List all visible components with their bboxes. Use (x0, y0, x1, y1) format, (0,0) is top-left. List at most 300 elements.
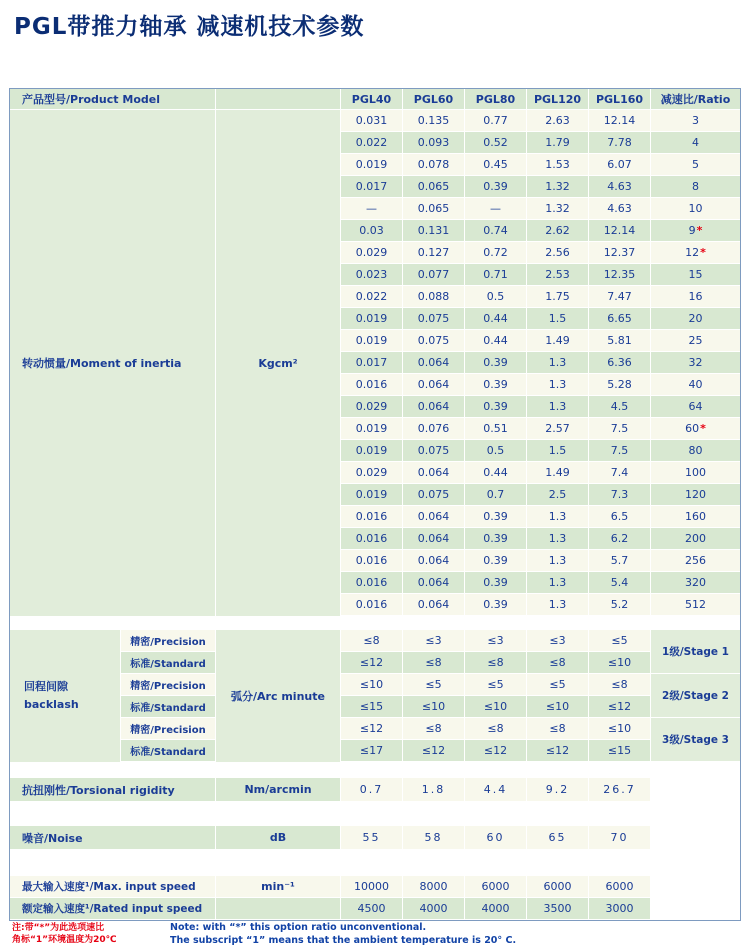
inertia-value: 1.3 (527, 396, 589, 417)
inertia-value: 0.064 (403, 462, 465, 483)
inertia-value: 0.131 (403, 220, 465, 241)
inertia-value: 0.7 (465, 484, 527, 505)
backlash-value: ≤12 (589, 696, 651, 717)
inertia-value: 5.7 (589, 550, 651, 571)
backlash-value: ≤8 (465, 718, 527, 739)
inertia-value: 0.022 (341, 132, 403, 153)
inertia-row (341, 198, 740, 220)
max-input-speed-value: 10000 (341, 876, 403, 897)
backlash-value: ≤8 (341, 630, 403, 651)
inertia-value: 0.03 (341, 220, 403, 241)
inertia-row (341, 176, 740, 198)
inertia-value: 12.37 (589, 242, 651, 263)
inertia-ratio (651, 154, 740, 175)
inertia-value: 2.53 (527, 264, 589, 285)
footer-notes (12, 922, 516, 948)
inertia-value: 1.79 (527, 132, 589, 153)
header-model: PGL80 (465, 89, 527, 109)
inertia-value: 6.5 (589, 506, 651, 527)
inertia-value: 2.56 (527, 242, 589, 263)
backlash-stage-column (651, 630, 740, 762)
inertia-ratio (651, 286, 740, 307)
ratio-number: 512 (685, 598, 706, 611)
header-ratio: 减速比/Ratio (651, 89, 740, 109)
max-input-speed-value: 8000 (403, 876, 465, 897)
spec-table (9, 88, 741, 921)
backlash-grade-label: 标准/Standard (121, 652, 216, 674)
inertia-row (341, 440, 740, 462)
inertia-value: 0.019 (341, 308, 403, 329)
inertia-value: 0.135 (403, 110, 465, 131)
inertia-value: 7.47 (589, 286, 651, 307)
inertia-value: 1.3 (527, 528, 589, 549)
noise-value: 55 (341, 826, 403, 849)
backlash-value: ≤3 (465, 630, 527, 651)
unconventional-star-marker: * (696, 224, 703, 237)
inertia-value: 1.49 (527, 462, 589, 483)
inertia-row (341, 396, 740, 418)
inertia-value: 0.017 (341, 176, 403, 197)
note-chinese-line1: 注:带“*”为此选项速比 (12, 923, 105, 933)
rigidity-value: 0.7 (341, 778, 403, 801)
rated-input-speed-ratio-empty (651, 898, 740, 919)
inertia-value: 1.3 (527, 352, 589, 373)
inertia-value: — (341, 198, 403, 219)
inertia-value: 0.065 (403, 198, 465, 219)
inertia-value: 0.39 (465, 352, 527, 373)
backlash-value: ≤10 (589, 652, 651, 673)
backlash-stage-label: 3级/Stage 3 (651, 718, 740, 762)
inertia-row (341, 484, 740, 506)
page-title: PGL带推力轴承 减速机技术参数 (14, 14, 365, 40)
rigidity-value: 9.2 (527, 778, 589, 801)
header-unit-empty (216, 89, 341, 109)
rigidity-values (341, 778, 651, 801)
inertia-ratio (651, 176, 740, 197)
inertia-value: 7.4 (589, 462, 651, 483)
backlash-grade-label: 精密/Precision (121, 718, 216, 740)
note-english (170, 922, 516, 948)
inertia-value: 0.031 (341, 110, 403, 131)
backlash-stage-label: 2级/Stage 2 (651, 674, 740, 718)
backlash-value: ≤8 (527, 652, 589, 673)
ratio-number: 9 (688, 224, 696, 237)
backlash-label (10, 630, 121, 762)
inertia-value: 2.63 (527, 110, 589, 131)
inertia-row (341, 462, 740, 484)
inertia-ratio (651, 462, 740, 483)
inertia-value: 0.016 (341, 572, 403, 593)
ratio-number: 15 (688, 268, 703, 281)
ratio-number: 64 (688, 400, 703, 413)
inertia-value: 5.28 (589, 374, 651, 395)
inertia-value: 0.023 (341, 264, 403, 285)
inertia-value: 0.016 (341, 594, 403, 615)
inertia-value: 0.39 (465, 374, 527, 395)
ratio-number: 60 (685, 422, 700, 435)
ratio-number: 10 (688, 202, 703, 215)
backlash-value: ≤10 (589, 718, 651, 739)
noise-value: 60 (465, 826, 527, 849)
inertia-ratio (651, 418, 740, 439)
backlash-value: ≤15 (589, 740, 651, 761)
inertia-value: 0.065 (403, 176, 465, 197)
rated-input-speed-row (10, 898, 740, 920)
inertia-ratio (651, 352, 740, 373)
inertia-value: 1.3 (527, 572, 589, 593)
backlash-value: ≤8 (403, 718, 465, 739)
backlash-row (341, 718, 651, 740)
backlash-label-en: backlash (24, 698, 79, 711)
inertia-value: 0.029 (341, 396, 403, 417)
rigidity-ratio-empty (651, 778, 740, 801)
noise-label: 噪音/Noise (10, 826, 216, 849)
backlash-grade-label: 精密/Precision (121, 630, 216, 652)
ratio-number: 32 (688, 356, 703, 369)
inertia-row (341, 242, 740, 264)
inertia-row (341, 528, 740, 550)
inertia-value: 0.39 (465, 506, 527, 527)
inertia-value: 0.019 (341, 330, 403, 351)
backlash-row (341, 674, 651, 696)
rated-input-speed-value: 3500 (527, 898, 589, 919)
inertia-value: 0.44 (465, 330, 527, 351)
inertia-value: 0.39 (465, 550, 527, 571)
rated-input-speed-values (341, 898, 651, 919)
inertia-value: 7.5 (589, 440, 651, 461)
inertia-value: 1.53 (527, 154, 589, 175)
backlash-section (10, 630, 740, 762)
inertia-value: 5.4 (589, 572, 651, 593)
section-gap (10, 802, 740, 826)
inertia-value: 5.81 (589, 330, 651, 351)
inertia-value: 6.2 (589, 528, 651, 549)
inertia-value: — (465, 198, 527, 219)
backlash-value: ≤12 (465, 740, 527, 761)
note-chinese (12, 922, 164, 946)
inertia-value: 2.57 (527, 418, 589, 439)
noise-values (341, 826, 651, 849)
rated-input-speed-value: 4500 (341, 898, 403, 919)
section-gap (10, 850, 740, 876)
inertia-ratio (651, 528, 740, 549)
inertia-value: 0.39 (465, 594, 527, 615)
note-english-line2: The subscript “1” means that the ambient temperature is 20° C. (170, 934, 517, 946)
inertia-value: 1.3 (527, 506, 589, 527)
backlash-value: ≤8 (527, 718, 589, 739)
inertia-value: 0.088 (403, 286, 465, 307)
inertia-ratio (651, 440, 740, 461)
inertia-value: 0.51 (465, 418, 527, 439)
backlash-row (341, 630, 651, 652)
noise-ratio-empty (651, 826, 740, 849)
inertia-row (341, 374, 740, 396)
header-model: PGL120 (527, 89, 589, 109)
rigidity-unit: Nm/arcmin (216, 778, 341, 801)
backlash-grade-label: 标准/Standard (121, 740, 216, 762)
inertia-ratio (651, 242, 740, 263)
inertia-value: 6.65 (589, 308, 651, 329)
inertia-value: 5.2 (589, 594, 651, 615)
inertia-value: 12.35 (589, 264, 651, 285)
inertia-value: 4.63 (589, 176, 651, 197)
inertia-value: 0.5 (465, 286, 527, 307)
backlash-value: ≤5 (465, 674, 527, 695)
backlash-value: ≤12 (527, 740, 589, 761)
ratio-number: 40 (688, 378, 703, 391)
backlash-value: ≤12 (341, 718, 403, 739)
ratio-number: 4 (692, 136, 699, 149)
inertia-row (341, 330, 740, 352)
inertia-value: 1.49 (527, 330, 589, 351)
unconventional-star-marker: * (700, 246, 706, 259)
inertia-row (341, 264, 740, 286)
inertia-rows (341, 110, 740, 616)
backlash-rows (341, 630, 651, 762)
inertia-value: 0.74 (465, 220, 527, 241)
ratio-number: 20 (688, 312, 703, 325)
inertia-value: 7.5 (589, 418, 651, 439)
ratio-number: 256 (685, 554, 706, 567)
inertia-value: 1.75 (527, 286, 589, 307)
ratio-number: 16 (688, 290, 703, 303)
backlash-value: ≤5 (527, 674, 589, 695)
ratio-number: 5 (692, 158, 699, 171)
inertia-value: 0.39 (465, 528, 527, 549)
inertia-value: 0.075 (403, 484, 465, 505)
section-gap (10, 762, 740, 778)
inertia-row (341, 352, 740, 374)
rated-input-speed-label: 额定输入速度¹/Rated input speed (10, 898, 216, 919)
inertia-value: 12.14 (589, 220, 651, 241)
rigidity-value: 1.8 (403, 778, 465, 801)
inertia-ratio (651, 198, 740, 219)
ratio-number: 160 (685, 510, 706, 523)
inertia-row (341, 132, 740, 154)
backlash-value: ≤10 (465, 696, 527, 717)
backlash-row (341, 696, 651, 718)
header-model: PGL60 (403, 89, 465, 109)
note-chinese-line2: 角标“1”环境温度为20℃ (12, 935, 117, 946)
ratio-number: 25 (688, 334, 703, 347)
inertia-value: 0.72 (465, 242, 527, 263)
inertia-value: 0.019 (341, 440, 403, 461)
inertia-value: 4.63 (589, 198, 651, 219)
inertia-value: 0.093 (403, 132, 465, 153)
ratio-number: 200 (685, 532, 706, 545)
inertia-value: 0.029 (341, 462, 403, 483)
inertia-ratio (651, 572, 740, 593)
inertia-value: 0.017 (341, 352, 403, 373)
backlash-value: ≤10 (403, 696, 465, 717)
inertia-ratio (651, 484, 740, 505)
inertia-ratio (651, 264, 740, 285)
inertia-value: 0.77 (465, 110, 527, 131)
inertia-value: 0.064 (403, 594, 465, 615)
inertia-value: 0.064 (403, 396, 465, 417)
inertia-value: 1.5 (527, 308, 589, 329)
inertia-value: 7.78 (589, 132, 651, 153)
backlash-row (341, 740, 651, 762)
inertia-value: 1.32 (527, 198, 589, 219)
ratio-number: 12 (685, 246, 700, 259)
inertia-section (10, 110, 740, 616)
inertia-value: 0.019 (341, 418, 403, 439)
inertia-row (341, 154, 740, 176)
inertia-value: 0.39 (465, 176, 527, 197)
inertia-value: 0.71 (465, 264, 527, 285)
inertia-value: 0.019 (341, 154, 403, 175)
inertia-ratio (651, 308, 740, 329)
section-gap (10, 616, 740, 630)
noise-value: 65 (527, 826, 589, 849)
inertia-value: 0.064 (403, 506, 465, 527)
backlash-value: ≤3 (527, 630, 589, 651)
inertia-value: 12.14 (589, 110, 651, 131)
inertia-value: 4.5 (589, 396, 651, 417)
inertia-ratio (651, 220, 740, 241)
inertia-value: 0.44 (465, 462, 527, 483)
inertia-value: 0.075 (403, 440, 465, 461)
inertia-value: 0.45 (465, 154, 527, 175)
inertia-value: 6.36 (589, 352, 651, 373)
inertia-row (341, 550, 740, 572)
noise-value: 70 (589, 826, 651, 849)
inertia-ratio (651, 330, 740, 351)
backlash-value: ≤10 (527, 696, 589, 717)
max-input-speed-value: 6000 (589, 876, 651, 897)
backlash-grade-label: 标准/Standard (121, 696, 216, 718)
inertia-value: 1.3 (527, 550, 589, 571)
inertia-value: 2.5 (527, 484, 589, 505)
ratio-number: 320 (685, 576, 706, 589)
backlash-value: ≤8 (589, 674, 651, 695)
inertia-value: 0.016 (341, 550, 403, 571)
inertia-value: 1.3 (527, 594, 589, 615)
backlash-row (341, 652, 651, 674)
backlash-stage-label: 1级/Stage 1 (651, 630, 740, 674)
inertia-ratio (651, 594, 740, 615)
backlash-label-cn: 回程间隙 (24, 680, 68, 694)
backlash-unit: 弧分/Arc minute (216, 630, 341, 762)
header-model: PGL40 (341, 89, 403, 109)
backlash-value: ≤5 (589, 630, 651, 651)
unconventional-star-marker: * (700, 422, 706, 435)
inertia-value: 0.029 (341, 242, 403, 263)
max-input-speed-ratio-empty (651, 876, 740, 897)
ratio-number: 120 (685, 488, 706, 501)
inertia-value: 0.5 (465, 440, 527, 461)
inertia-row (341, 220, 740, 242)
inertia-value: 0.078 (403, 154, 465, 175)
inertia-row (341, 572, 740, 594)
inertia-value: 0.019 (341, 484, 403, 505)
inertia-value: 0.064 (403, 550, 465, 571)
max-input-speed-values (341, 876, 651, 897)
inertia-value: 0.016 (341, 506, 403, 527)
header-model: PGL160 (589, 89, 651, 109)
inertia-value: 0.064 (403, 374, 465, 395)
ratio-number: 3 (692, 114, 699, 127)
inertia-row (341, 308, 740, 330)
inertia-value: 6.07 (589, 154, 651, 175)
inertia-ratio (651, 550, 740, 571)
backlash-value: ≤5 (403, 674, 465, 695)
inertia-row (341, 594, 740, 616)
inertia-value: 0.52 (465, 132, 527, 153)
inertia-value: 1.5 (527, 440, 589, 461)
backlash-grade-label: 精密/Precision (121, 674, 216, 696)
inertia-value: 0.127 (403, 242, 465, 263)
backlash-value: ≤3 (403, 630, 465, 651)
inertia-ratio (651, 132, 740, 153)
note-english-line1: Note: with “*” this option ratio unconventional. (170, 922, 427, 933)
rated-input-speed-value: 3000 (589, 898, 651, 919)
noise-value: 58 (403, 826, 465, 849)
inertia-value: 0.016 (341, 528, 403, 549)
max-input-speed-value: 6000 (527, 876, 589, 897)
inertia-value: 7.3 (589, 484, 651, 505)
inertia-value: 0.39 (465, 572, 527, 593)
header-models (341, 89, 651, 109)
noise-row (10, 826, 740, 850)
backlash-value: ≤8 (403, 652, 465, 673)
backlash-value: ≤8 (465, 652, 527, 673)
backlash-value: ≤12 (403, 740, 465, 761)
inertia-value: 0.076 (403, 418, 465, 439)
inertia-value: 1.3 (527, 374, 589, 395)
inertia-unit: Kgcm² (216, 110, 341, 616)
backlash-value: ≤15 (341, 696, 403, 717)
ratio-number: 100 (685, 466, 706, 479)
inertia-value: 0.077 (403, 264, 465, 285)
inertia-value: 0.075 (403, 330, 465, 351)
max-input-speed-row (10, 876, 740, 898)
max-input-speed-value: 6000 (465, 876, 527, 897)
backlash-grade-column (121, 630, 216, 762)
max-input-speed-unit: min⁻¹ (216, 876, 341, 897)
inertia-value: 0.39 (465, 396, 527, 417)
inertia-ratio (651, 506, 740, 527)
rigidity-value: 4.4 (465, 778, 527, 801)
inertia-row (341, 418, 740, 440)
noise-unit: dB (216, 826, 341, 849)
backlash-value: ≤17 (341, 740, 403, 761)
inertia-value: 0.075 (403, 308, 465, 329)
inertia-row (341, 506, 740, 528)
rigidity-label: 抗扭刚性/Torsional rigidity (10, 778, 216, 801)
max-input-speed-label: 最大输入速度¹/Max. input speed (10, 876, 216, 897)
backlash-value: ≤12 (341, 652, 403, 673)
inertia-ratio (651, 396, 740, 417)
inertia-value: 0.064 (403, 352, 465, 373)
rigidity-row (10, 778, 740, 802)
rated-input-speed-value: 4000 (465, 898, 527, 919)
inertia-value: 1.32 (527, 176, 589, 197)
inertia-ratio (651, 110, 740, 131)
inertia-value: 0.064 (403, 528, 465, 549)
inertia-ratio (651, 374, 740, 395)
ratio-number: 8 (692, 180, 699, 193)
rated-input-speed-unit (216, 898, 341, 919)
rated-input-speed-value: 4000 (403, 898, 465, 919)
inertia-label: 转动惯量/Moment of inertia (10, 110, 216, 616)
inertia-value: 0.44 (465, 308, 527, 329)
inertia-value: 0.016 (341, 374, 403, 395)
inertia-value: 2.62 (527, 220, 589, 241)
inertia-row (341, 110, 740, 132)
table-header-row (10, 89, 740, 110)
